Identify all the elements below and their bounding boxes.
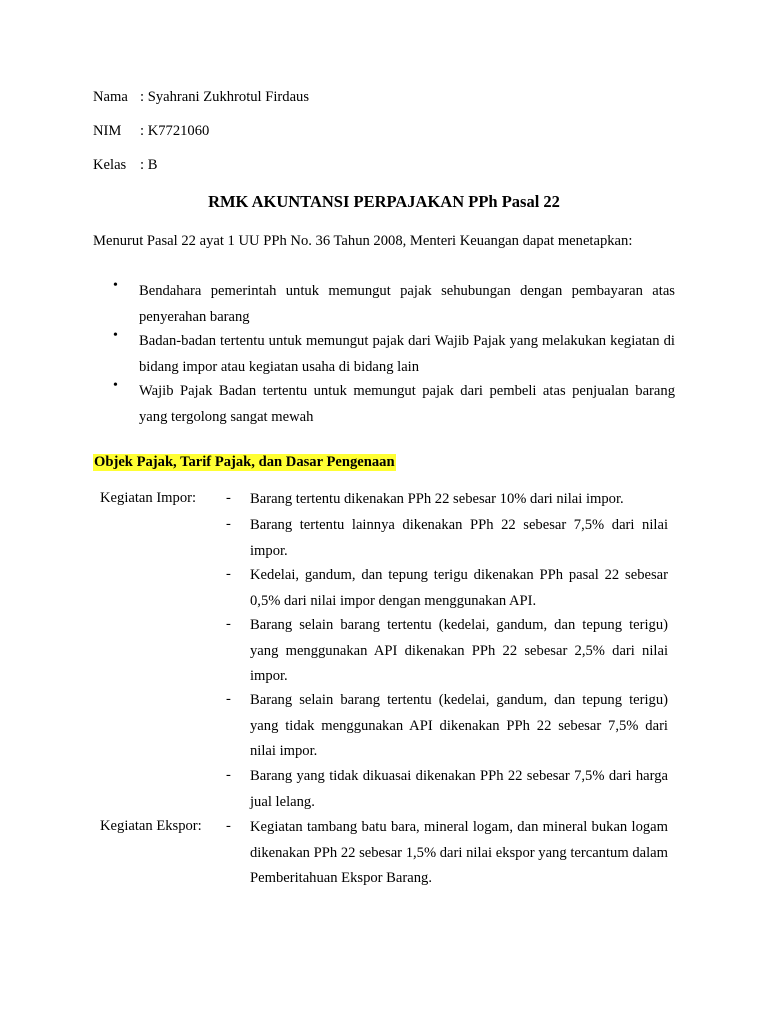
- section-heading: Objek Pajak, Tarif Pajak, dan Dasar Pengenaan: [94, 454, 395, 470]
- dash-marker: -: [226, 691, 231, 707]
- bullet-icon: •: [113, 378, 118, 393]
- class-value: : B: [140, 157, 158, 173]
- dash-marker: -: [226, 767, 231, 783]
- impor-item: Kedelai, gandum, dan tepung terigu dikenakan PPh pasal 22 sebesar 0,5% dari nilai impor dengan menggunakan API.: [250, 567, 668, 609]
- impor-item: Barang selain barang tertentu (kedelai, gandum, dan tepung terigu) yang menggunakan API dikenakan PPh 22 sebesar 2,5% dari nilai impor.: [250, 617, 668, 684]
- intro-paragraph: Menurut Pasal 22 ayat 1 UU PPh No. 36 Tahun 2008, Menteri Keuangan dapat menetapkan:: [93, 233, 633, 249]
- impor-item: Barang tertentu dikenakan PPh 22 sebesar 10% dari nilai impor.: [250, 491, 624, 507]
- name-value: : Syahrani Zukhrotul Firdaus: [140, 89, 310, 105]
- bullet-icon: •: [113, 278, 118, 293]
- bullet-icon: •: [113, 328, 118, 343]
- category-label-ekspor: Kegiatan Ekspor:: [100, 818, 202, 834]
- dash-marker: -: [226, 566, 231, 582]
- impor-item: Barang tertentu lainnya dikenakan PPh 22 sebesar 7,5% dari nilai impor.: [250, 517, 668, 559]
- dash-marker: -: [226, 490, 231, 506]
- nim-label: NIM: [93, 123, 122, 139]
- category-label-impor: Kegiatan Impor:: [100, 490, 197, 506]
- name-label: Nama: [93, 89, 128, 105]
- dash-marker: -: [226, 616, 231, 632]
- nim-value: : K7721060: [140, 123, 210, 139]
- bullet-text: Wajib Pajak Badan tertentu untuk memungut pajak dari pembeli atas penjualan barang yang tergolong sangat mewah: [139, 383, 675, 425]
- class-label: Kelas: [93, 157, 127, 173]
- dash-marker: -: [226, 516, 231, 532]
- ekspor-item: Kegiatan tambang batu bara, mineral logam, dan mineral bukan logam dikenakan PPh 22 sebesar 1,5% dari nilai ekspor yang tercantum dalam Pemberitahuan Ekspor Barang.: [250, 819, 668, 886]
- dash-marker: -: [226, 818, 231, 834]
- bullet-text: Badan-badan tertentu untuk memungut pajak dari Wajib Pajak yang melakukan kegiatan di bidang impor atau kegiatan usaha di bidang lain: [139, 333, 675, 375]
- impor-item: Barang selain barang tertentu (kedelai, gandum, dan tepung terigu) yang tidak menggunakan API dikenakan PPh 22 sebesar 7,5% dari nilai impor.: [250, 692, 668, 759]
- bullet-text: Bendahara pemerintah untuk memungut pajak sehubungan dengan pembayaran atas penyerahan barang: [139, 283, 675, 325]
- impor-item: Barang yang tidak dikuasai dikenakan PPh 22 sebesar 7,5% dari harga jual lelang.: [250, 768, 668, 810]
- document-title: RMK AKUNTANSI PERPAJAKAN PPh Pasal 22: [208, 192, 560, 211]
